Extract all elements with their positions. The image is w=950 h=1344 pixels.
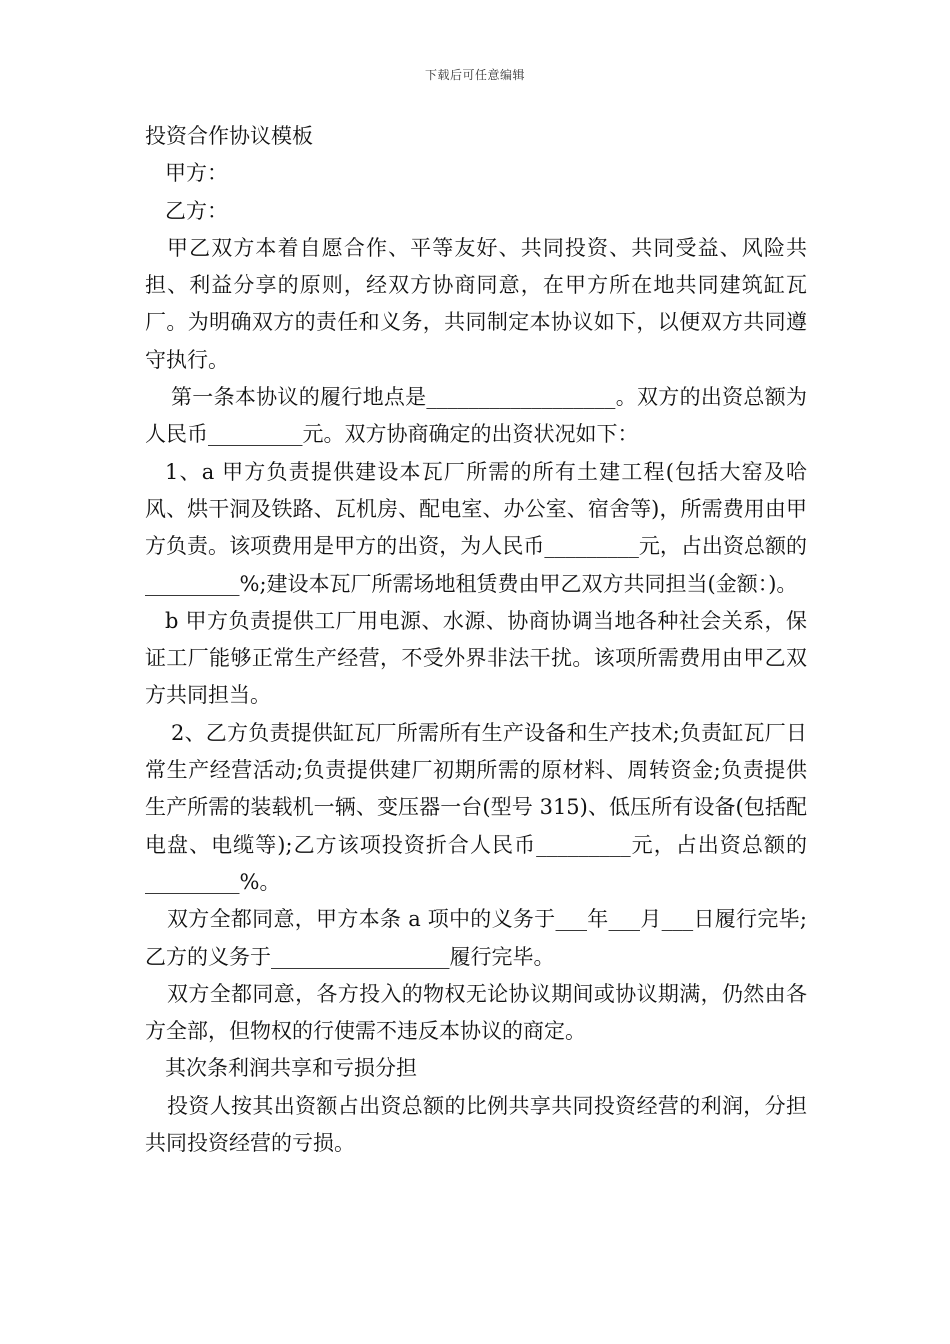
article-1-paragraph: 第一条本协议的履行地点是__________________。双方的出资总额为人民币_________元。双方协商确定的出资状况如下：	[145, 385, 807, 447]
agreement-2-paragraph: 双方全都同意，各方投入的物权无论协议期间或协议期满，仍然由各方全部，但物权的行使需不违反本协议的商定。	[145, 981, 807, 1044]
party-a-line: 甲方：	[165, 161, 228, 186]
agreement-1-paragraph: 双方全都同意，甲方本条 a 项中的义务于___年___月___日履行完毕;乙方的义务于_________________履行完毕。	[145, 907, 807, 969]
item-1a-paragraph: 1、a 甲方负责提供建设本瓦厂所需的所有土建工程(包括大窑及哈风、烘干洞及铁路、瓦机房、配电室、办公室、宿舍等)，所需费用由甲方负责。该项费用是甲方的出资，为人民币_________元，占出资总额的_________%;建设本瓦厂所需场地租赁费由甲乙双方共同担当(金额：)。	[145, 459, 807, 596]
party-b-line: 乙方：	[165, 198, 228, 223]
item-2-paragraph: 2、乙方负责提供缸瓦厂所需所有生产设备和生产技术;负责缸瓦厂日常生产经营活动;负责提供建厂初期所需的原材料、周转资金;负责提供生产所需的装载机一辆、变压器一台(型号 315)、低压所有设备(包括配电盘、电缆等);乙方该项投资折合人民币_________元，占出资总额的_________%。	[145, 720, 807, 894]
item-1b-paragraph: b 甲方负责提供工厂用电源、水源、协商协调当地各种社会关系，保证工厂能够正常生产经营，不受外界非法干扰。该项所需费用由甲乙双方共同担当。	[145, 608, 807, 708]
document-body	[145, 118, 807, 1162]
page-header: 下载后可任意编辑	[424, 68, 525, 82]
article-2-heading: 其次条利润共享和亏损分担	[165, 1056, 417, 1081]
article-2-paragraph: 投资人按其出资额占出资总额的比例共享共同投资经营的利润，分担共同投资经营的亏损。	[145, 1093, 807, 1156]
intro-paragraph: 甲乙双方本着自愿合作、平等友好、共同投资、共同受益、风险共担、利益分享的原则，经双方协商同意，在甲方所在地共同建筑缸瓦厂。为明确双方的责任和义务，共同制定本协议如下，以便双方共同遵守执行。	[145, 235, 807, 372]
document-title: 投资合作协议模板	[145, 124, 313, 148]
